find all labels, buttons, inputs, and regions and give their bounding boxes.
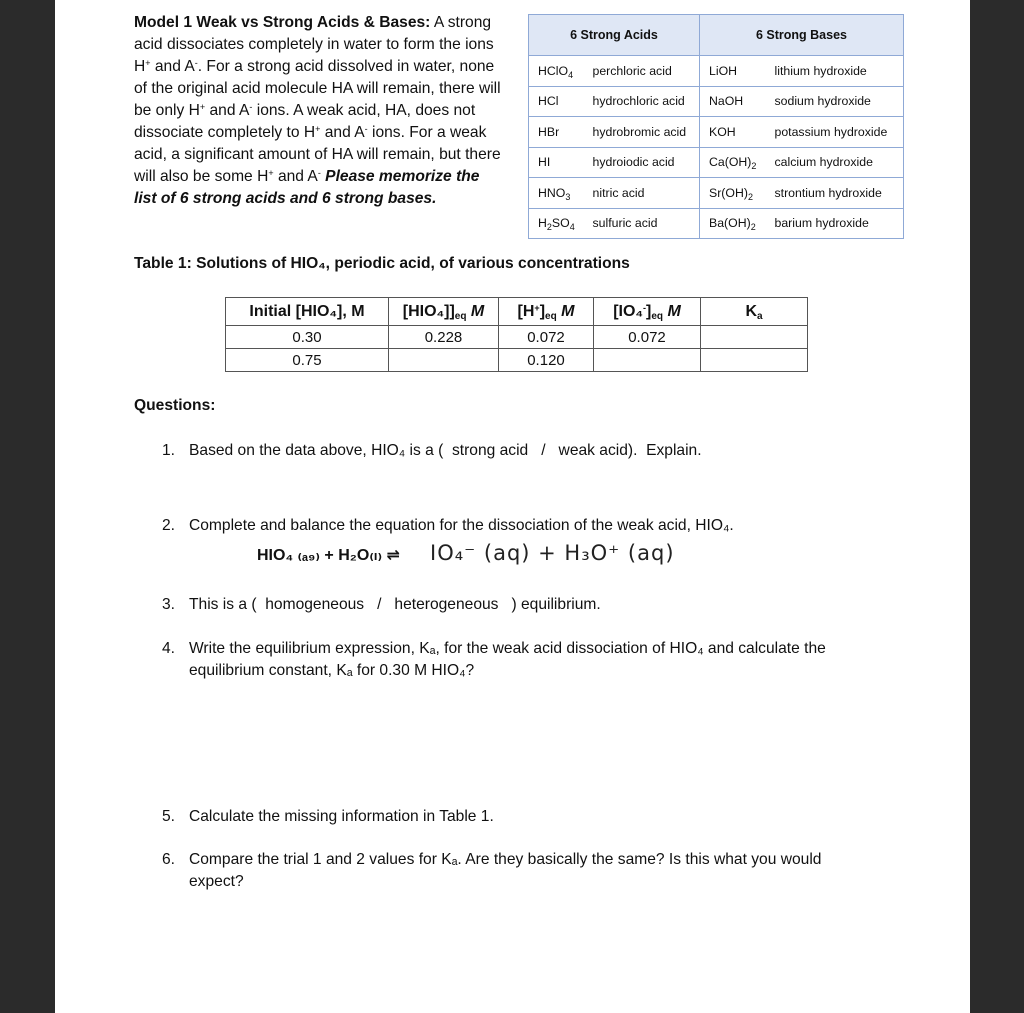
formula-text: SO <box>551 216 570 231</box>
bases-header: 6 Strong Bases <box>700 15 904 56</box>
questions-heading: Questions: <box>134 397 216 414</box>
table-cell <box>389 349 499 372</box>
acid-formula: HBr <box>529 117 584 148</box>
base-formula <box>700 208 766 239</box>
acid-name: sulfuric acid <box>584 208 700 239</box>
equilibrium-arrow: ⇌ <box>386 547 400 564</box>
question-number: 4. <box>162 640 176 657</box>
subscript: a <box>757 310 763 322</box>
table-header-row <box>529 15 904 56</box>
subscript: 4 <box>569 222 575 233</box>
initial-concentration-header: Initial [HIO₄], M <box>226 298 389 326</box>
base-name: potassium hydroxide <box>766 117 904 148</box>
question-text: Complete and balance the equation for the dissociation of the weak acid, HIO₄. <box>189 517 734 534</box>
table-cell <box>701 326 808 349</box>
question-number: 5. <box>162 808 176 825</box>
formula-text: HClO <box>538 63 569 78</box>
base-formula: NaOH <box>700 86 766 117</box>
model-text: . For a strong acid dissolved in water, none of the original acid molecule HA will remain, there will be only H <box>134 58 501 119</box>
table-row <box>529 178 904 209</box>
subscript: 3 <box>565 191 571 202</box>
table-cell: 0.120 <box>499 349 594 372</box>
base-name: strontium hydroxide <box>766 178 904 209</box>
acid-formula <box>529 208 584 239</box>
subscript: 4 <box>568 69 574 80</box>
model-text: ions. A weak acid, HA, does not dissociate completely to H <box>134 102 476 141</box>
table-cell: 0.30 <box>226 326 389 349</box>
model-text: ions. For a weak acid, a significant amount of HA will remain, but there will also be some H <box>134 124 501 185</box>
table-row <box>529 86 904 117</box>
base-formula <box>700 178 766 209</box>
formula-text: Sr(OH) <box>709 185 748 200</box>
question-number: 1. <box>162 442 176 459</box>
subscript: eq <box>651 310 664 322</box>
acid-name: hydrochloric acid <box>584 86 700 117</box>
hio4-eq-header: $[HIO_4]]_{eq}$ M <box>389 298 499 326</box>
h-eq-header: $[H^+]_{eq}$ M <box>499 298 594 326</box>
table-row <box>529 147 904 178</box>
subscript: eq <box>454 310 467 322</box>
table-header-row <box>226 298 808 326</box>
question-text-continued: expect? <box>189 873 244 890</box>
table1-caption: Table 1: Solutions of HIO₄, periodic acid, of various concentrations <box>134 255 630 272</box>
equation-reactants: HIO₄ ₍ₐ₉₎ + H₂O₍ₗ₎ <box>257 547 383 564</box>
formula-text: HNO <box>538 185 566 200</box>
question-number: 2. <box>162 517 176 534</box>
acid-formula: HCl <box>529 86 584 117</box>
acid-formula <box>529 56 584 87</box>
question-text: Compare the trial 1 and 2 values for Kₐ. Are they basically the same? Is this what you would <box>189 851 822 868</box>
header-text: [H <box>517 302 535 320</box>
acid-formula: HI <box>529 147 584 178</box>
base-name: sodium hydroxide <box>766 86 904 117</box>
superscript: + <box>315 124 321 134</box>
formula-text: Ca(OH) <box>709 155 752 170</box>
table-row <box>529 56 904 87</box>
subscript: 2 <box>750 222 756 233</box>
table-row <box>226 349 808 372</box>
question-number: 3. <box>162 596 176 613</box>
base-formula: LiOH <box>700 56 766 87</box>
unit: M <box>556 302 575 320</box>
acid-name: perchloric acid <box>584 56 700 87</box>
base-formula <box>700 147 766 178</box>
question-text: Calculate the missing information in Table 1. <box>189 808 494 825</box>
dissociation-equation <box>257 545 400 565</box>
formula-text: H <box>538 216 547 231</box>
superscript: - <box>643 302 647 313</box>
model-text: and A <box>150 58 195 75</box>
table-cell: 0.072 <box>594 326 701 349</box>
question-text-continued: equilibrium constant, Kₐ for 0.30 M HIO₄? <box>189 662 475 679</box>
unit: M <box>663 302 681 320</box>
subscript: eq <box>545 310 557 322</box>
base-name: lithium hydroxide <box>766 56 904 87</box>
subscript: 2 <box>546 222 552 233</box>
base-name: barium hydroxide <box>766 208 904 239</box>
header-text: K <box>745 302 757 320</box>
table-cell: 0.228 <box>389 326 499 349</box>
superscript: - <box>194 58 198 68</box>
table-row <box>529 208 904 239</box>
acid-name: nitric acid <box>584 178 700 209</box>
acid-formula <box>529 178 584 209</box>
subscript: 2 <box>751 161 757 172</box>
model-paragraph <box>134 12 506 210</box>
model-text: and A <box>320 124 365 141</box>
question-number: 6. <box>162 851 176 868</box>
question-text: This is a ( homogeneous / heterogeneous ) equilibrium. <box>189 596 601 613</box>
superscript: + <box>534 302 540 313</box>
superscript: + <box>268 168 274 178</box>
strong-acids-bases-table <box>528 14 904 239</box>
superscript: - <box>364 124 368 134</box>
io4-eq-header: $[IO_4^-]_{eq}$ M <box>594 298 701 326</box>
question-text: Based on the data above, HIO₄ is a ( strong acid / weak acid). Explain. <box>189 442 702 459</box>
header-text: [HIO₄] <box>402 302 450 320</box>
table-cell: 0.75 <box>226 349 389 372</box>
base-name: calcium hydroxide <box>766 147 904 178</box>
superscript: - <box>317 168 321 178</box>
ka-header <box>701 298 808 326</box>
acids-header: 6 Strong Acids <box>529 15 700 56</box>
base-formula: KOH <box>700 117 766 148</box>
table-cell <box>594 349 701 372</box>
acid-name: hydroiodic acid <box>584 147 700 178</box>
superscript: + <box>199 102 206 112</box>
model-text: and A <box>273 168 318 185</box>
memorize-instruction: Please memorize the list of 6 strong acids and 6 strong bases. <box>134 168 480 207</box>
table-row <box>226 326 808 349</box>
table-cell: 0.072 <box>499 326 594 349</box>
header-text: [IO₄ <box>613 302 644 320</box>
model-text: and A <box>205 102 250 119</box>
superscript: + <box>145 58 151 68</box>
table-row <box>529 117 904 148</box>
question-text: Write the equilibrium expression, Kₐ, for the weak acid dissociation of HIO₄ and calculate the <box>189 640 826 657</box>
unit: M <box>466 302 485 320</box>
table-cell <box>701 349 808 372</box>
superscript: - <box>249 102 253 112</box>
hio4-data-table <box>225 297 808 372</box>
subscript: 2 <box>747 191 753 202</box>
formula-text: Ba(OH) <box>709 216 751 231</box>
model-heading: Model 1 Weak vs Strong Acids & Bases: <box>134 14 431 31</box>
model-text: A strong acid dissociates completely in water to form the ions H <box>134 14 494 75</box>
acid-name: hydrobromic acid <box>584 117 700 148</box>
handwritten-products: IO₄⁻ (aq) + H₃O⁺ (aq) <box>430 541 675 565</box>
